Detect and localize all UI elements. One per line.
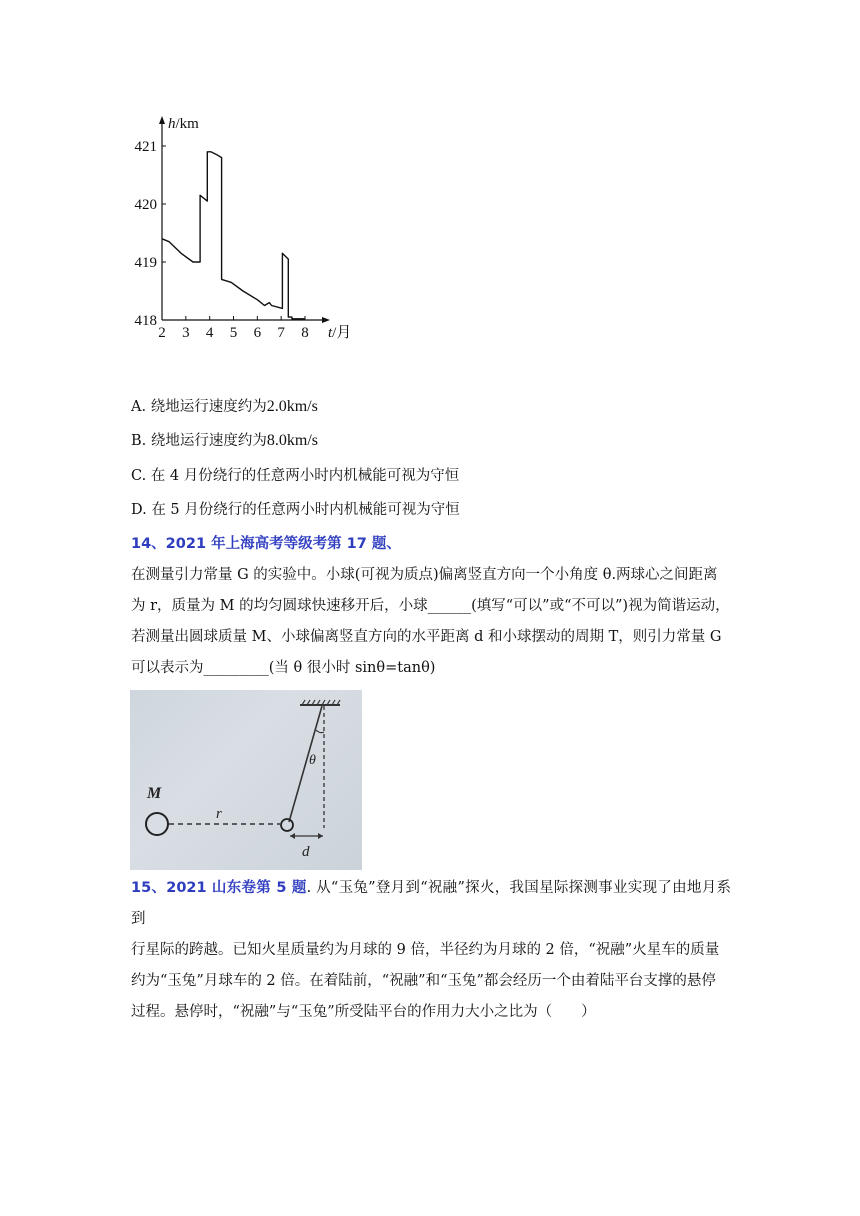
q15-line-1 bbox=[131, 873, 731, 935]
option-a bbox=[131, 395, 318, 416]
option-d: D. 在 5 月份绕行的任意两小时内机械能可视为守恒 bbox=[131, 502, 460, 518]
r-label: r bbox=[216, 806, 222, 822]
altitude-series-line bbox=[162, 152, 305, 319]
option-b bbox=[131, 429, 318, 450]
y-tick-label: 421 bbox=[134, 139, 157, 155]
d-label: d bbox=[302, 844, 310, 860]
x-tick-label: 6 bbox=[253, 325, 262, 341]
y-tick-label: 419 bbox=[134, 255, 157, 271]
q15-line-2: 行星际的跨越。已知火星质量约为月球的 9 倍，半径约为月球的 2 倍，“祝融”火星车的质量 bbox=[131, 942, 720, 958]
y-axis-label: h/km bbox=[168, 116, 199, 132]
y-tick-label: 418 bbox=[134, 313, 157, 329]
x-tick-label: 8 bbox=[301, 325, 309, 341]
option-b-text: B. 绕地运行速度约为 bbox=[131, 433, 267, 449]
option-c: C. 在 4 月份绕行的任意两小时内机械能可视为守恒 bbox=[131, 468, 460, 484]
pendulum-diagram bbox=[130, 690, 362, 870]
q14-line-3: 若测量出圆球质量 M、小球偏离竖直方向的水平距离 d 和小球摆动的周期 T，则引力常量 G bbox=[131, 629, 722, 645]
altitude-chart bbox=[120, 108, 370, 348]
q15-body bbox=[131, 873, 731, 1028]
pendulum-string bbox=[289, 706, 322, 822]
q14-line-1: 在测量引力常量 G 的实验中。小球(可视为质点)偏离竖直方向一个小角度 θ.两球心之间距离 bbox=[131, 567, 718, 583]
x-tick-label: 2 bbox=[158, 325, 166, 341]
angle-arc bbox=[316, 730, 324, 733]
mass-label: M bbox=[147, 785, 162, 802]
q15-line-1-rest: . 从“玉兔”登月到“祝融”探火，我国星际探测事业实现了由地月系到 bbox=[131, 880, 731, 927]
q14-line-4: 可以表示为_________(当 θ 很小时 sinθ=tanθ) bbox=[131, 660, 436, 676]
x-axis-label: t/月 bbox=[328, 325, 352, 341]
small-ball bbox=[281, 819, 293, 831]
theta-label: θ bbox=[309, 753, 316, 768]
option-a-value: 2.0km/s bbox=[266, 398, 318, 415]
pendulum-figure bbox=[130, 690, 362, 870]
option-b-value: 8.0km/s bbox=[266, 432, 318, 449]
x-tick-label: 5 bbox=[229, 325, 238, 341]
x-tick-label: 4 bbox=[205, 325, 214, 341]
q15-line-3: 约为“玉兔”月球车的 2 倍。在着陆前，“祝融”和“玉兔”都会经历一个由着陆平台支撑的悬停 bbox=[131, 973, 716, 989]
x-tick-label: 7 bbox=[277, 325, 285, 341]
y-tick-label: 420 bbox=[134, 197, 157, 213]
q14-body bbox=[131, 560, 731, 684]
big-ball bbox=[146, 813, 168, 835]
q14-line-2: 为 r，质量为 M 的均匀圆球快速移开后，小球______(填写“可以”或“不可以”)视为简谐运动， bbox=[131, 598, 730, 614]
q14-heading: 14、2021 年上海高考等级考第 17 题、 bbox=[131, 536, 401, 552]
option-a-text: A. 绕地运行速度约为 bbox=[131, 399, 267, 415]
x-axis-arrow bbox=[322, 317, 330, 323]
q15-heading: 15、2021 山东卷第 5 题 bbox=[131, 880, 307, 896]
x-tick-label: 3 bbox=[182, 325, 190, 341]
y-axis-arrow bbox=[159, 116, 165, 124]
q15-line-4: 过程。悬停时，“祝融”与“玉兔”所受陆平台的作用力大小之比为（ ） bbox=[131, 1004, 596, 1020]
